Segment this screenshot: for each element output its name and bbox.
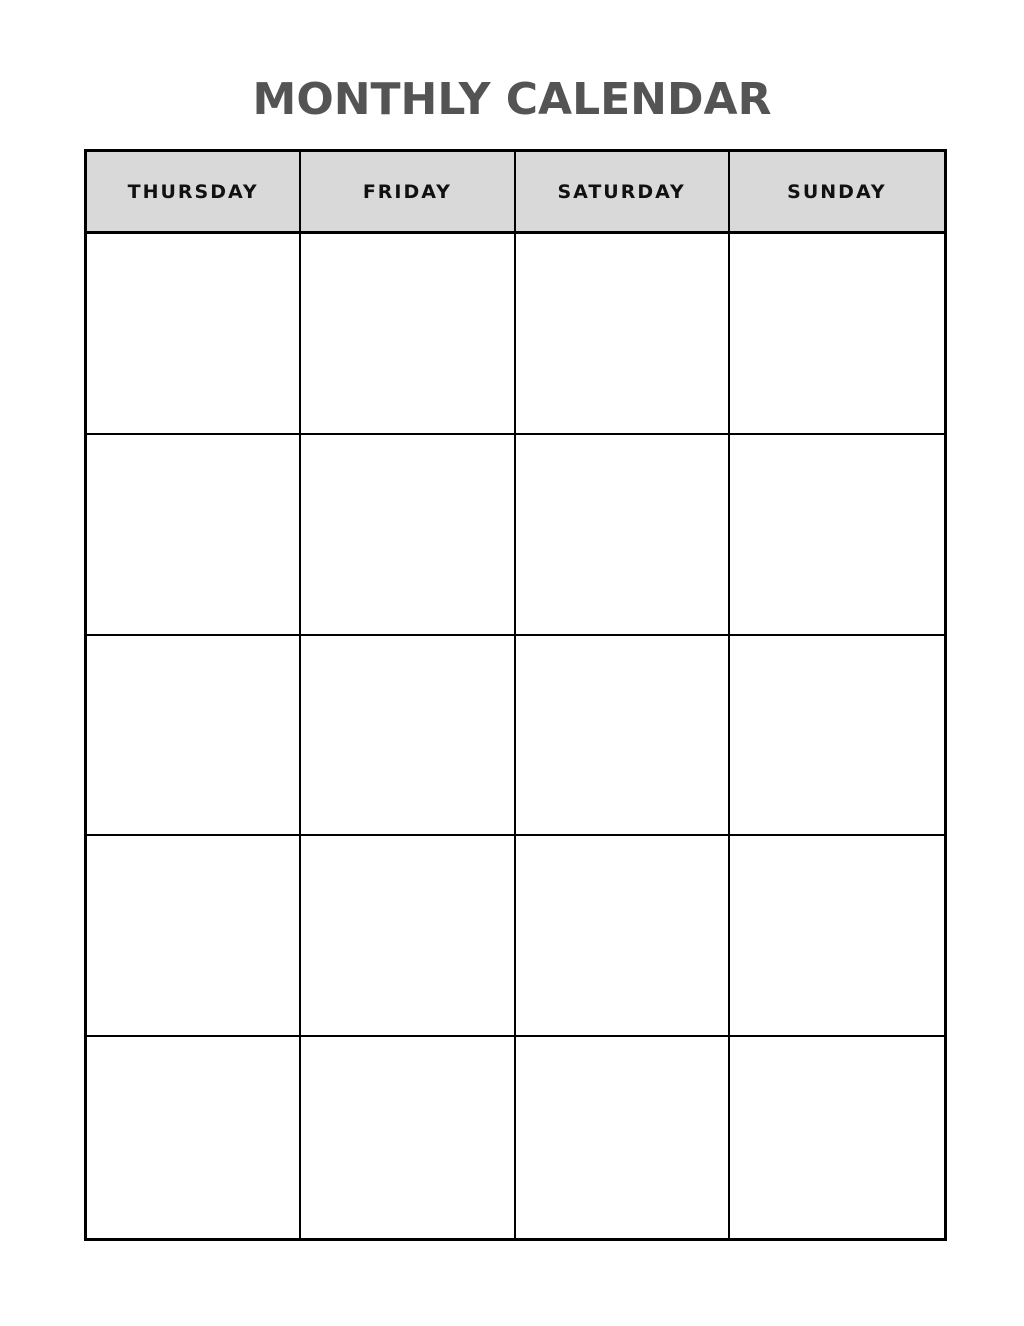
day-header-friday: FRIDAY	[301, 152, 515, 234]
day-header-saturday: SATURDAY	[516, 152, 730, 234]
date-cell[interactable]	[301, 435, 515, 636]
day-header-thursday: THURSDAY	[87, 152, 301, 234]
calendar-grid	[84, 149, 947, 1241]
date-cell[interactable]	[730, 435, 944, 636]
date-cell[interactable]	[301, 1037, 515, 1238]
date-cell[interactable]	[730, 836, 944, 1037]
date-cell[interactable]	[87, 435, 301, 636]
date-cell[interactable]	[516, 1037, 730, 1238]
date-cell[interactable]	[301, 636, 515, 837]
date-cell[interactable]	[87, 234, 301, 435]
date-cell[interactable]	[730, 636, 944, 837]
page-title: MONTHLY CALENDAR	[252, 74, 772, 125]
date-cell[interactable]	[87, 1037, 301, 1238]
date-cell[interactable]	[516, 836, 730, 1037]
date-cell[interactable]	[301, 234, 515, 435]
date-cell[interactable]	[87, 636, 301, 837]
date-cell[interactable]	[516, 234, 730, 435]
date-cell[interactable]	[87, 836, 301, 1037]
date-cell[interactable]	[516, 636, 730, 837]
date-cell[interactable]	[301, 836, 515, 1037]
date-cell[interactable]	[730, 234, 944, 435]
day-header-sunday: SUNDAY	[730, 152, 944, 234]
date-cell[interactable]	[730, 1037, 944, 1238]
date-cell[interactable]	[516, 435, 730, 636]
